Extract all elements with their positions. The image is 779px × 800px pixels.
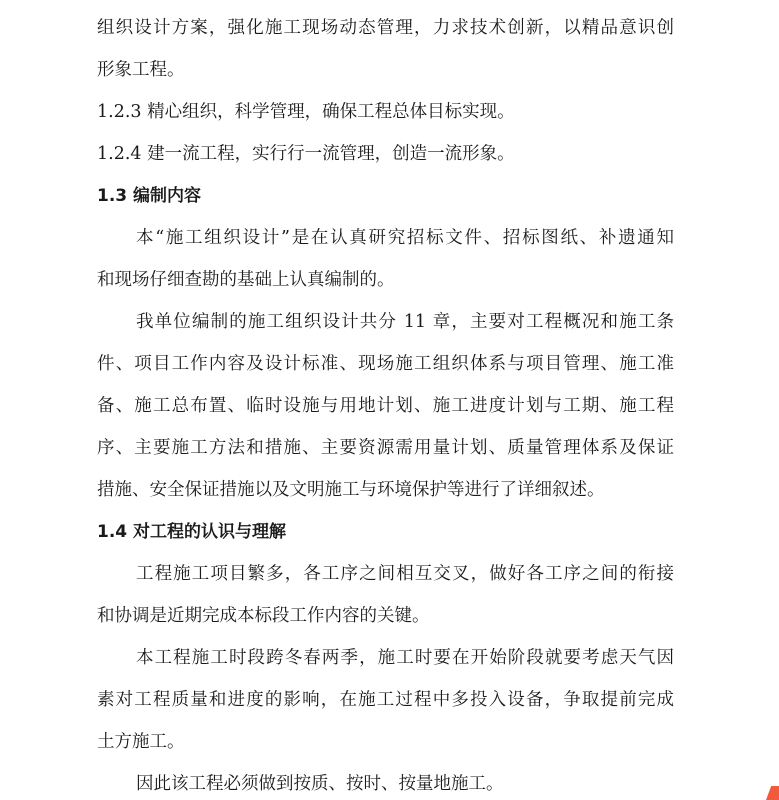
text-line: 备、施工总布置、临时设施与用地计划、施工进度计划与工期、施工程 (97, 396, 674, 416)
text-line: 1.2.4 建一流工程，实行行一流管理，创造一流形象。 (97, 144, 515, 164)
text-line: 形象工程。 (97, 60, 185, 80)
text-line: 本工程施工时段跨冬春两季，施工时要在开始阶段就要考虑天气因 (136, 648, 674, 668)
text-line: 土方施工。 (97, 732, 185, 752)
text-line: 因此该工程必须做到按质、按时、按量地施工。 (136, 774, 504, 794)
text-line: 件、项目工作内容及设计标准、现场施工组织体系与项目管理、施工准 (97, 354, 674, 374)
text-line: 我单位编制的施工组织设计共分 11 章，主要对工程概况和施工条 (136, 312, 674, 332)
text-line: 和协调是近期完成本标段工作内容的关键。 (97, 606, 430, 626)
section-heading: 1.3 编制内容 (97, 186, 202, 206)
text-line: 组织设计方案，强化施工现场动态管理，力求技术创新，以精品意识创 (97, 18, 674, 38)
corner-mark (766, 786, 779, 800)
section-heading: 1.4 对工程的认识与理解 (97, 522, 287, 542)
text-line: 序、主要施工方法和措施、主要资源需用量计划、质量管理体系及保证 (97, 438, 674, 458)
text-line: 措施、安全保证措施以及文明施工与环境保护等进行了详细叙述。 (97, 480, 605, 500)
text-line: 本“施工组织设计”是在认真研究招标文件、招标图纸、补遗通知 (136, 228, 674, 248)
text-line: 1.2.3 精心组织，科学管理，确保工程总体目标实现。 (97, 102, 515, 122)
text-line: 素对工程质量和进度的影响，在施工过程中多投入设备，争取提前完成 (97, 690, 674, 710)
text-line: 和现场仔细查勘的基础上认真编制的。 (97, 270, 395, 290)
text-line: 工程施工项目繁多，各工序之间相互交叉，做好各工序之间的衔接 (136, 564, 674, 584)
